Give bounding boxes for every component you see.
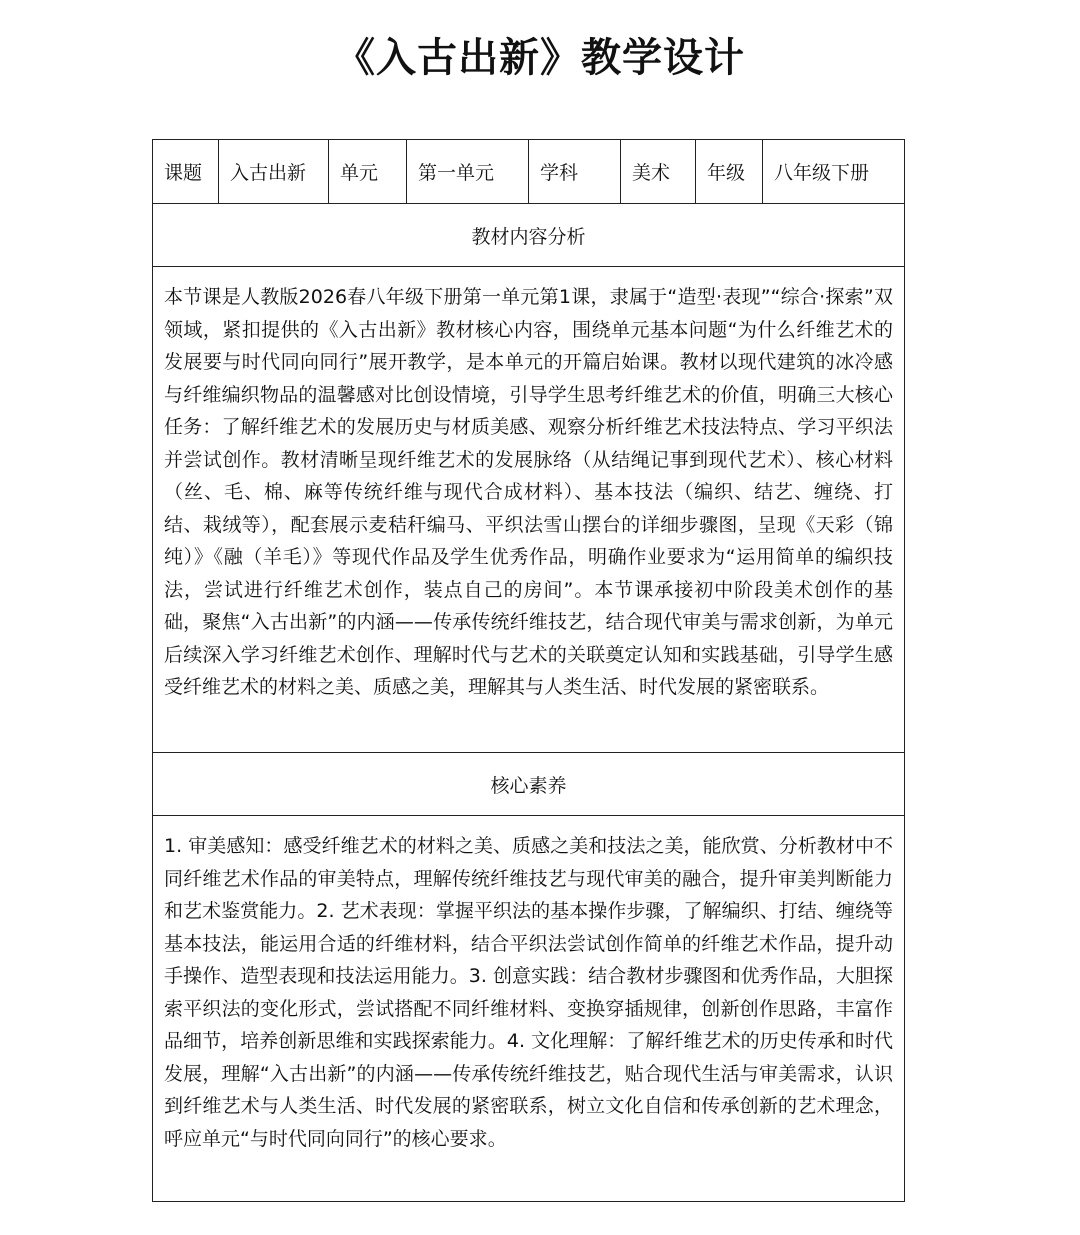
- subject-value: 美术: [621, 140, 696, 204]
- analysis-header-row: [153, 204, 905, 267]
- unit-value: 第一单元: [407, 140, 529, 204]
- topic-label: 课题: [153, 140, 219, 204]
- analysis-section-title: 教材内容分析: [153, 204, 905, 267]
- subject-label: 学科: [529, 140, 621, 204]
- grade-value: 八年级下册: [763, 140, 905, 204]
- unit-label: 单元: [329, 140, 407, 204]
- analysis-text: 本节课是人教版2026春八年级下册第一单元第1课，隶属于“造型·表现”“综合·探索”双领域，紧扣提供的《入古出新》教材核心内容，围绕单元基本问题“为什么纤维艺术的发展要与时代同向同行”展开教学，是本单元的开篇启始课。教材以现代建筑的冰冷感与纤维编织物品的温馨感对比创设情境，引导学生思考纤维艺术的价值，明确三大核心任务：了解纤维艺术的发展历史与材质美感、观察分析纤维艺术技法特点、学习平织法并尝试创作。教材清晰呈现纤维艺术的发展脉络（从结绳记事到现代艺术）、核心材料（丝、毛、棉、麻等传统纤维与现代合成材料）、基本技法（编织、结艺、缠绕、打结、栽绒等），配套展示麦秸秆编马、平织法雪山摆台的详细步骤图，呈现《天彩（锦纯）》《融（羊毛）》等现代作品及学生优秀作品，明确作业要求为“运用简单的编织技法，尝试进行纤维艺术创作，装点自己的房间”。本节课承接初中阶段美术创作的基础，聚焦“入古出新”的内涵——传承传统纤维技艺，结合现代审美与需求创新，为单元后续深入学习纤维艺术创作、理解时代与艺术的关联奠定认知和实践基础，引导学生感受纤维艺术的材料之美、质感之美，理解其与人类生活、时代发展的紧密联系。: [153, 267, 905, 753]
- competency-text: 1. 审美感知：感受纤维艺术的材料之美、质感之美和技法之美，能欣赏、分析教材中不同纤维艺术作品的审美特点，理解传统纤维技艺与现代审美的融合，提升审美判断能力和艺术鉴赏能力。2. 艺术表现：掌握平织法的基本操作步骤，了解编织、打结、缠绕等基本技法，能运用合适的纤维材料，结合平织法尝试创作简单的纤维艺术作品，提升动手操作、造型表现和技法运用能力。3. 创意实践：结合教材步骤图和优秀作品，大胆探索平织法的变化形式，尝试搭配不同纤维材料、变换穿插规律，创新创作思路，丰富作品细节，培养创新思维和实践探索能力。4. 文化理解：了解纤维艺术的历史传承和时代发展，理解“入古出新”的内涵——传承传统纤维技艺，贴合现代生活与审美需求，认识到纤维艺术与人类生活、时代发展的紧密联系，树立文化自信和传承创新的艺术理念，呼应单元“与时代同向同行”的核心要求。: [153, 816, 905, 1202]
- competency-section-title: 核心素养: [153, 753, 905, 816]
- document-title: 《入古出新》教学设计: [335, 35, 745, 81]
- info-row: [153, 140, 905, 204]
- competency-body-row: [153, 816, 905, 1202]
- analysis-body-row: [153, 267, 905, 753]
- topic-value: 入古出新: [219, 140, 329, 204]
- lesson-design-table: [152, 139, 905, 1202]
- competency-header-row: [153, 753, 905, 816]
- grade-label: 年级: [696, 140, 763, 204]
